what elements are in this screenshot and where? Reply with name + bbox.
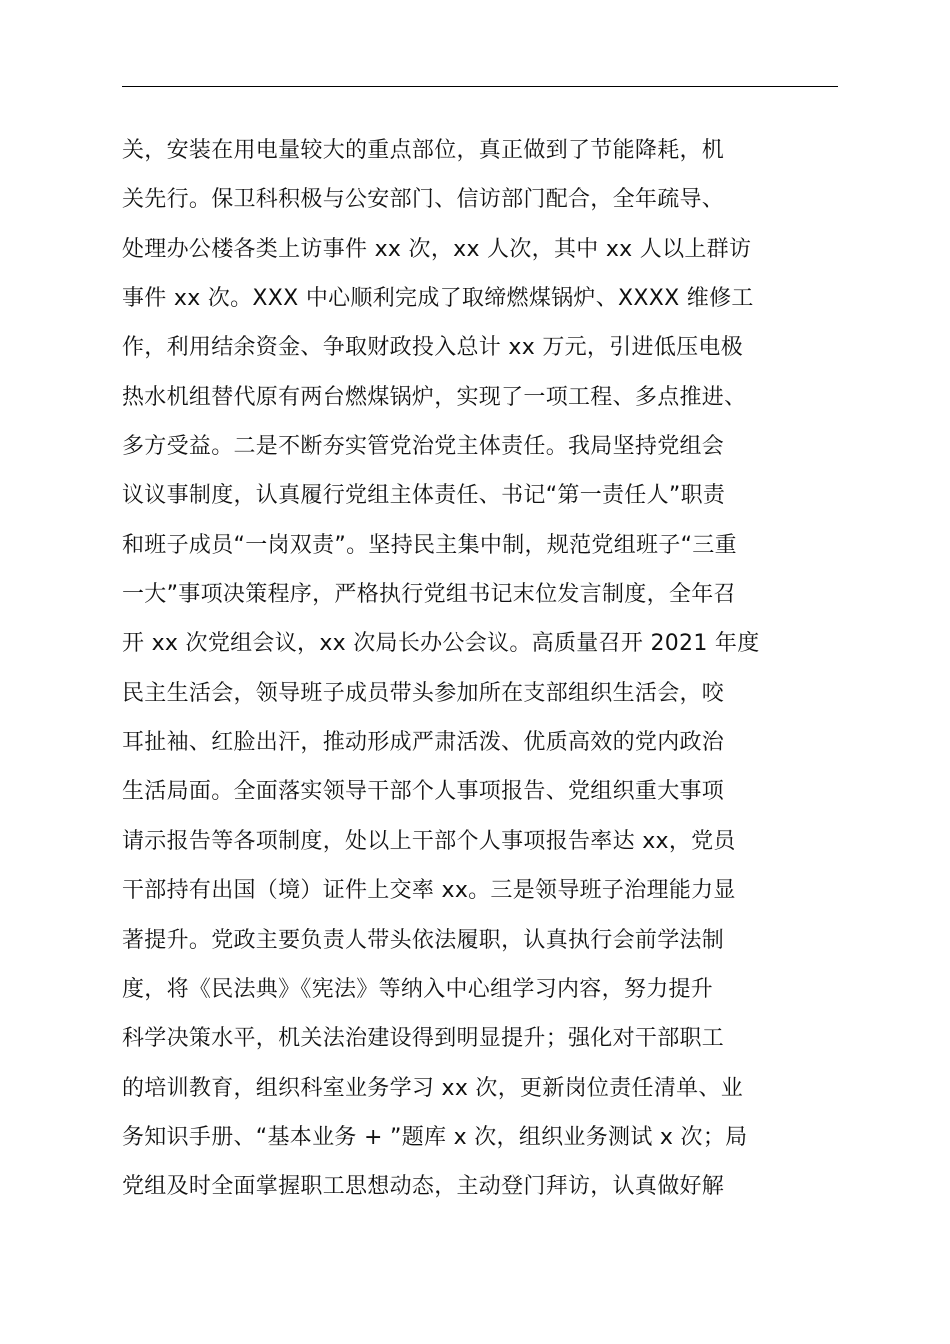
text-line: 议议事制度，认真履行党组主体责任、书记“第一责任人”职责 [122,483,726,509]
text-line: 作，利用结余资金、争取财政投入总计 xx 万元，引进低压电极 [122,335,744,361]
text-line: 科学决策水平，机关法治建设得到明显提升；强化对干部职工 [122,1026,725,1052]
text-line: 一大”事项决策程序，严格执行党组书记末位发言制度，全年召 [122,582,736,608]
text-line: 度，将《民法典》《宪法》等纳入中心组学习内容，努力提升 [122,976,714,1002]
text-line: 开 xx 次党组会议，xx 次局长办公会议。高质量召开 2021 年度 [122,631,760,657]
text-line: 生活局面。全面落实领导干部个人事项报告、党组织重大事项 [122,779,725,805]
text-line: 处理办公楼各类上访事件 xx 次，xx 人次，其中 xx 人以上群访 [122,236,752,262]
text-line: 的培训教育，组织科室业务学习 xx 次，更新岗位责任清单、业 [122,1075,744,1101]
text-line: 干部持有出国（境）证件上交率 xx。三是领导班子治理能力显 [122,878,736,904]
text-line: 党组及时全面掌握职工思想动态，主动登门拜访，认真做好解 [122,1174,725,1200]
text-line: 关先行。保卫科积极与公安部门、信访部门配合，全年疏导、 [122,187,725,213]
header-rule [122,86,838,87]
text-line: 请示报告等各项制度，处以上干部个人事项报告率达 xx，党员 [122,828,736,854]
text-line: 事件 xx 次。XXX 中心顺利完成了取缔燃煤锅炉、XXXX 维修工 [122,286,754,312]
text-line: 关，安装在用电量较大的重点部位，真正做到了节能降耗，机 [122,138,725,163]
text-line: 和班子成员“一岗双责”。坚持民主集中制，规范党组班子“三重 [122,532,737,558]
document-body [122,126,842,1212]
text-line: 多方受益。二是不断夯实管党治党主体责任。我局坚持党组会 [122,434,725,460]
text-line: 著提升。党政主要负责人带头依法履职，认真执行会前学法制 [122,927,725,953]
text-line: 务知识手册、“基本业务 + ”题库 x 次，组织业务测试 x 次；局 [122,1124,748,1150]
text-line: 耳扯袖、红脸出汗，推动形成严肃活泼、优质高效的党内政治 [122,730,725,756]
text-line: 民主生活会，领导班子成员带头参加所在支部组织生活会，咬 [122,680,725,706]
text-line: 热水机组替代原有两台燃煤锅炉，实现了一项工程、多点推进、 [122,384,747,410]
